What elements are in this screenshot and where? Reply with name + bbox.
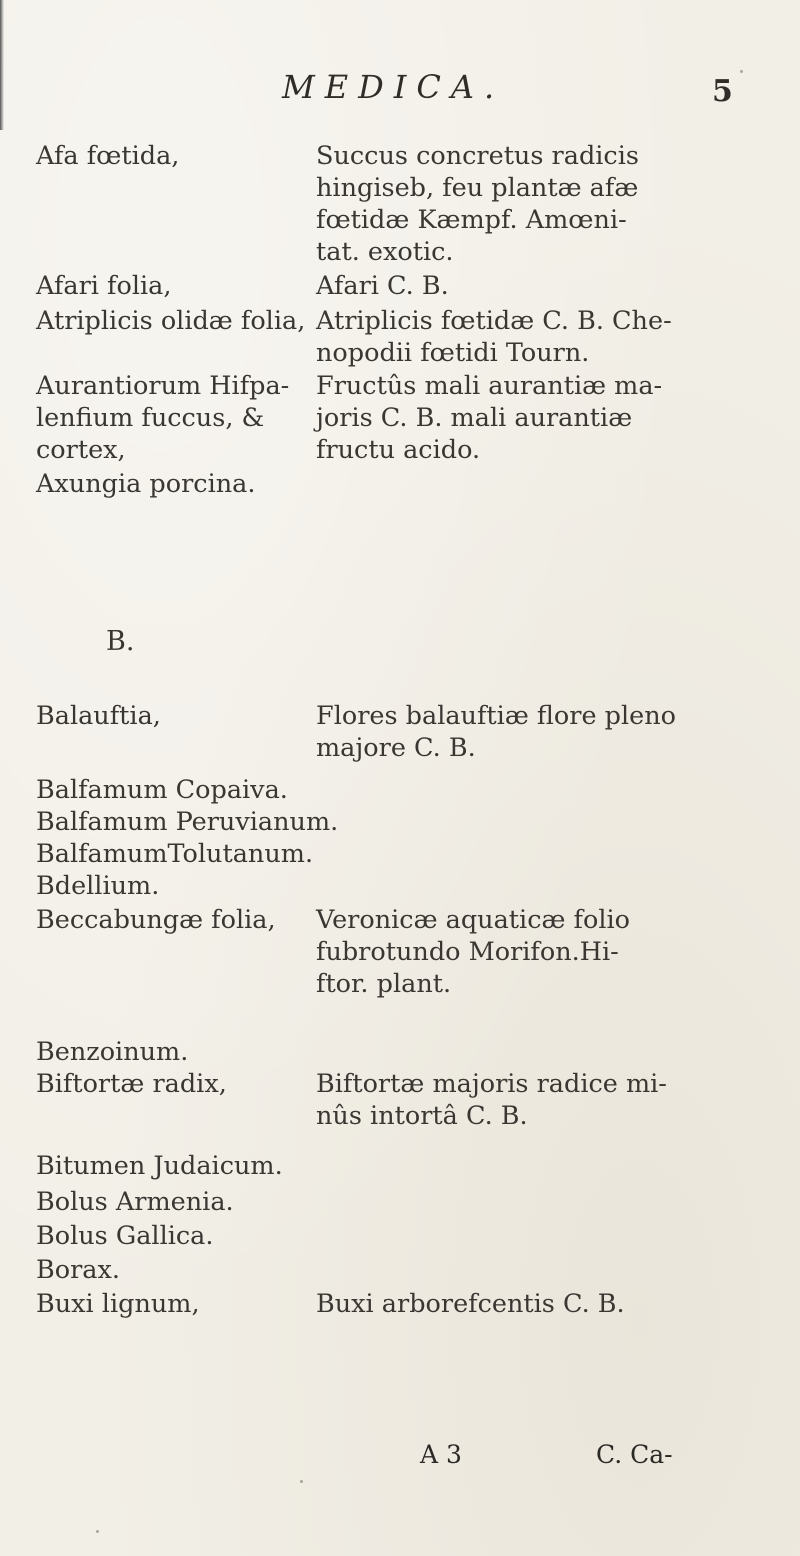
entry-term: BalfamumTolutanum.: [36, 839, 314, 869]
paper-speck: [740, 70, 743, 73]
entry-term: Bolus Gallica.: [36, 1221, 214, 1251]
entry-term: Biftortæ radix,: [36, 1069, 227, 1099]
section-letter: B.: [106, 626, 135, 657]
paper-speck: [96, 1530, 99, 1533]
entry-term: Borax.: [36, 1255, 120, 1285]
catchword: C. Ca-: [596, 1440, 673, 1469]
entry-term: Balfamum Copaiva.: [36, 775, 288, 805]
entry-synonym: Biftortæ majoris radice mi- nûs intortâ C. B.: [316, 1069, 667, 1131]
entry-synonym: Fructûs mali aurantiæ ma- joris C. B. mali aurantiæ fructu acido.: [316, 371, 663, 465]
entry-term: Balfamum Peruvianum.: [36, 807, 339, 837]
entry-synonym: Afari C. B.: [316, 271, 449, 301]
entry-term: Afari folia,: [36, 271, 172, 301]
signature-mark: A 3: [420, 1440, 462, 1469]
entry-term: Afa fœtida,: [36, 141, 180, 171]
page-number: 5: [712, 74, 733, 109]
entry-term: Beccabungæ folia,: [36, 905, 276, 935]
entry-term: Bolus Armenia.: [36, 1187, 234, 1217]
entry-term: Axungia porcina.: [36, 469, 256, 499]
entry-synonym: Buxi arborefcentis C. B.: [316, 1289, 625, 1319]
entry-synonym: Flores balauftiæ flore pleno majore C. B.: [316, 701, 676, 763]
entry-term: Bitumen Judaicum.: [36, 1151, 283, 1181]
entry-synonym: Atriplicis fœtidæ C. B. Che- nopodii fœtidi Tourn.: [316, 306, 672, 368]
entry-term: Atriplicis olidæ folia,: [36, 306, 306, 336]
entry-term: Bdellium.: [36, 871, 160, 901]
entry-term: Balauftia,: [36, 701, 161, 731]
running-head: MEDICA.: [282, 68, 505, 106]
entry-term: Benzoinum.: [36, 1037, 189, 1067]
entry-term: Buxi lignum,: [36, 1289, 200, 1319]
page-footer: [0, 1440, 800, 1480]
paper-speck: [300, 1480, 303, 1483]
binding-edge: [0, 0, 4, 130]
entry-synonym: Succus concretus radicis hingiseb, feu plantæ afæ fœtidæ Kæmpf. Amœni- tat. exotic.: [316, 141, 639, 267]
entry-term: Aurantiorum Hifpa- lenfium fuccus, & cortex,: [36, 371, 290, 465]
entry-synonym: Veronicæ aquaticæ folio fubrotundo Morifon.Hi- ftor. plant.: [316, 905, 631, 999]
page-header: [0, 68, 800, 108]
